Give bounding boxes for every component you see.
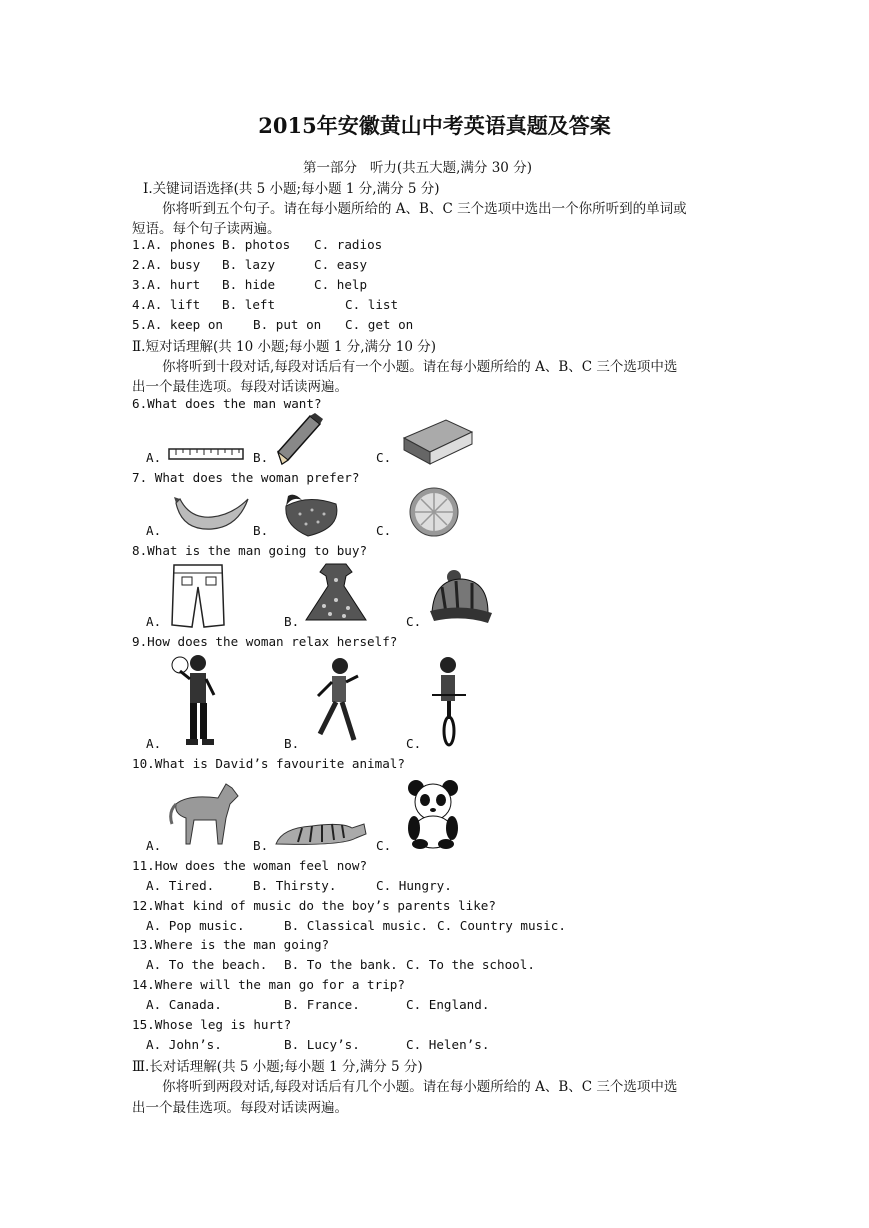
q12-option-b: B. Classical music. <box>284 918 429 933</box>
q8-question: 8.What is the man going to buy? <box>132 543 368 558</box>
q12-option-c: C. Country music. <box>437 918 566 933</box>
ruler-image <box>168 447 244 461</box>
q5-option-b: B. put on <box>253 317 322 332</box>
q7-label-b: B. <box>253 523 269 538</box>
shorts-image <box>168 561 228 631</box>
q14-question: 14.Where will the man go for a trip? <box>132 977 405 992</box>
orange-image <box>406 486 462 538</box>
q11-option-b: B. Thirsty. <box>253 878 337 893</box>
q7-question: 7. What does the woman prefer? <box>132 470 360 485</box>
banana-image <box>172 493 250 535</box>
q4-option-c: C. list <box>345 297 399 312</box>
q15-option-b: B. Lucy’s. <box>284 1037 360 1052</box>
q9-label-c: C. <box>406 736 422 751</box>
q9-label-a: A. <box>146 736 162 751</box>
section-3-instructions-cont: 出一个最佳选项。每段对话读两遍。 <box>132 1100 348 1116</box>
q9-label-b: B. <box>284 736 300 751</box>
strawberry-image <box>278 488 344 538</box>
part-heading: 第一部分 听力(共五大题,满分 30 分) <box>303 160 532 176</box>
pencil-image <box>270 412 326 466</box>
q6-label-a: A. <box>146 450 162 465</box>
q10-label-a: A. <box>146 838 162 853</box>
volleyball-girl-image <box>170 653 222 749</box>
wolf-image <box>168 774 242 850</box>
q13-question: 13.Where is the man going? <box>132 937 330 952</box>
q6-question: 6.What does the man want? <box>132 396 322 411</box>
q2-option-a: 2.A. busy <box>132 257 201 272</box>
running-girl-image <box>306 656 366 748</box>
q6-label-c: C. <box>376 450 392 465</box>
q11-question: 11.How does the woman feel now? <box>132 858 368 873</box>
q2-option-c: C. easy <box>314 257 368 272</box>
q12-option-a: A. Pop music. <box>146 918 245 933</box>
q9-question: 9.How does the woman relax herself? <box>132 634 398 649</box>
tiger-image <box>272 810 368 850</box>
q4-option-b: B. left <box>222 297 276 312</box>
q11-option-a: A. Tired. <box>146 878 215 893</box>
q1-option-a: 1.A. phones <box>132 237 216 252</box>
q10-label-b: B. <box>253 838 269 853</box>
panda-image <box>402 778 464 850</box>
q7-label-c: C. <box>376 523 392 538</box>
q15-option-a: A. John’s. <box>146 1037 222 1052</box>
q15-option-c: C. Helen’s. <box>406 1037 490 1052</box>
q11-option-c: C. Hungry. <box>376 878 452 893</box>
q6-label-b: B. <box>253 450 269 465</box>
q10-question: 10.What is David’s favourite animal? <box>132 756 405 771</box>
q3-option-a: 3.A. hurt <box>132 277 201 292</box>
q12-question: 12.What kind of music do the boy’s parents like? <box>132 898 496 913</box>
q14-option-c: C. England. <box>406 997 490 1012</box>
q3-option-b: B. hide <box>222 277 276 292</box>
section-1-heading: Ⅰ.关键词语选择(共 5 小题;每小题 1 分,满分 5 分) <box>143 181 440 197</box>
section-1-instructions-cont: 短语。每个句子读两遍。 <box>132 221 281 237</box>
q14-option-b: B. France. <box>284 997 360 1012</box>
section-3-heading: Ⅲ.长对话理解(共 5 小题;每小题 1 分,满分 5 分) <box>132 1059 423 1075</box>
cycling-girl-image <box>428 655 470 747</box>
section-2-heading: Ⅱ.短对话理解(共 10 小题;每小题 1 分,满分 10 分) <box>132 339 437 355</box>
q5-option-c: C. get on <box>345 317 414 332</box>
q1-option-c: C. radios <box>314 237 383 252</box>
q5-option-a: 5.A. keep on <box>132 317 223 332</box>
q13-option-c: C. To the school. <box>406 957 535 972</box>
q13-option-b: B. To the bank. <box>284 957 398 972</box>
q8-label-c: C. <box>406 614 422 629</box>
q8-label-b: B. <box>284 614 300 629</box>
q10-label-c: C. <box>376 838 392 853</box>
q7-label-a: A. <box>146 523 162 538</box>
q15-question: 15.Whose leg is hurt? <box>132 1017 292 1032</box>
section-1-instructions: 你将听到五个句子。请在每小题所给的 A、B、C 三个选项中选出一个你所听到的单词或 <box>162 201 687 217</box>
q1-option-b: B. photos <box>222 237 291 252</box>
hat-image <box>428 569 494 625</box>
section-2-instructions-cont: 出一个最佳选项。每段对话读两遍。 <box>132 379 348 395</box>
dress-image <box>300 562 372 624</box>
q14-option-a: A. Canada. <box>146 997 222 1012</box>
q13-option-a: A. To the beach. <box>146 957 268 972</box>
section-2-instructions: 你将听到十段对话,每段对话后有一个小题。请在每小题所给的 A、B、C 三个选项中选 <box>162 359 678 375</box>
q4-option-a: 4.A. lift <box>132 297 201 312</box>
page-title: 2015年安徽黄山中考英语真题及答案 <box>258 113 611 138</box>
q2-option-b: B. lazy <box>222 257 276 272</box>
q3-option-c: C. help <box>314 277 368 292</box>
q8-label-a: A. <box>146 614 162 629</box>
book-image <box>398 418 476 466</box>
section-3-instructions: 你将听到两段对话,每段对话后有几个小题。请在每小题所给的 A、B、C 三个选项中选 <box>162 1079 678 1095</box>
